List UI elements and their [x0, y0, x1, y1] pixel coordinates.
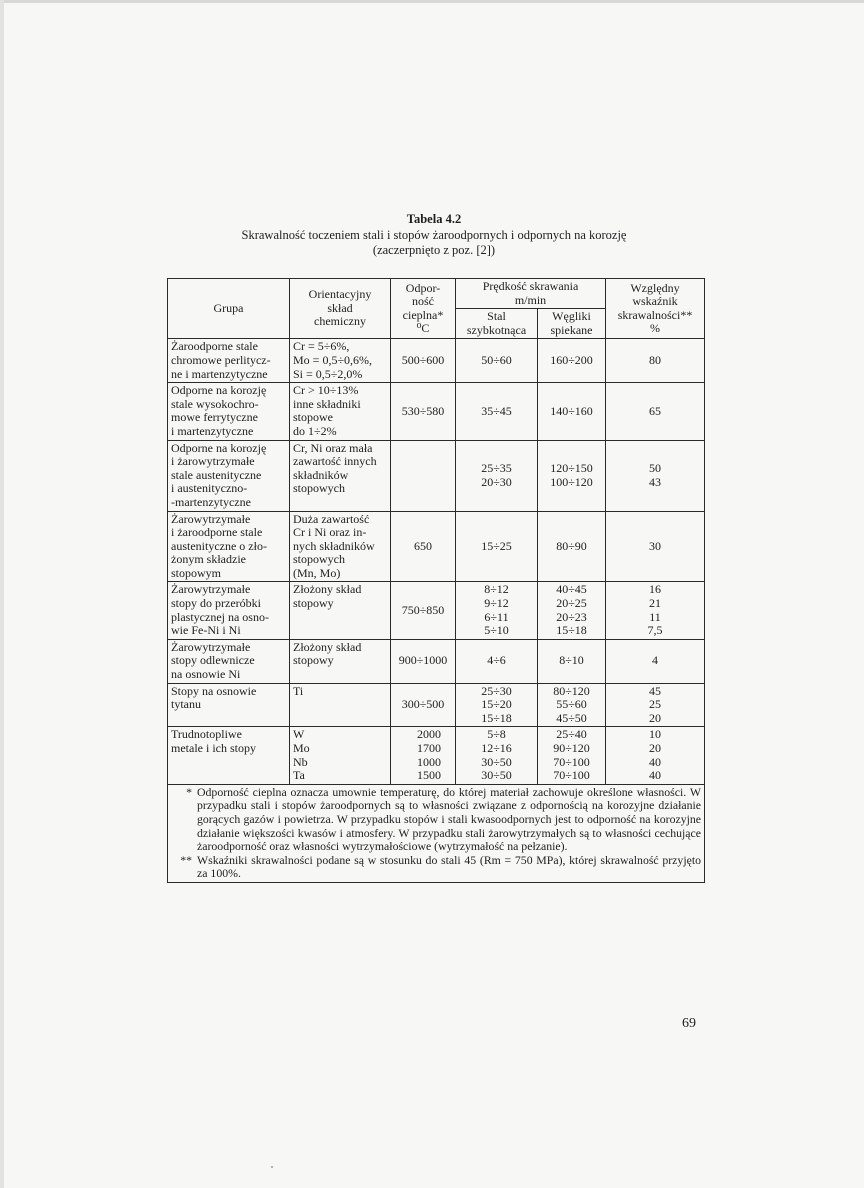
cell-line: 650	[414, 538, 432, 553]
carbide-speed-cell	[538, 683, 606, 727]
composition-cell	[290, 683, 391, 727]
cell-line: stopowe	[293, 410, 333, 425]
cell-line: Żarowytrzymałe	[171, 639, 251, 654]
scan-edge	[0, 0, 864, 3]
cell-line: 40	[649, 768, 662, 783]
cell-line: 40	[649, 754, 662, 769]
carbide-speed-cell	[538, 383, 606, 440]
header-line: szybkotnąca	[466, 322, 527, 337]
cell-line: stopowy	[293, 596, 334, 611]
cell-line: Trudnotopliwe	[171, 727, 242, 742]
heat-resistance-cell	[391, 727, 456, 784]
header-line: skład	[327, 300, 353, 315]
cell-line: Mo = 0,5÷0,6%,	[293, 352, 373, 367]
table-caption	[160, 212, 708, 258]
cell-line: 55÷60	[556, 697, 587, 712]
header-line: Orientacyjny	[308, 287, 372, 302]
cell-line: Odporne na korozję	[171, 383, 267, 398]
hss-speed-cell	[456, 339, 538, 383]
cell-line: 15÷18	[481, 710, 512, 725]
cell-line: Żarowytrzymałe	[171, 511, 251, 526]
cell-line: 25	[649, 697, 662, 712]
table-row	[168, 727, 705, 784]
cell-line: 80÷90	[556, 538, 587, 553]
hss-speed-cell	[456, 683, 538, 727]
machinability-index-cell	[606, 383, 705, 440]
cell-line: 1000	[417, 754, 441, 769]
cell-line: składników	[293, 467, 349, 482]
header-machinability-index	[606, 279, 705, 339]
header-carbide	[538, 309, 606, 339]
cell-line: 15÷18	[556, 623, 587, 638]
heat-resistance-cell	[391, 511, 456, 582]
cell-line: 120÷150	[550, 460, 593, 475]
table-row	[168, 339, 705, 383]
cell-line: 30÷50	[481, 768, 512, 783]
cell-line: 25÷35	[481, 460, 512, 475]
cell-line: 12÷16	[481, 741, 512, 755]
footnote-mark: **	[180, 852, 192, 867]
cell-line: 6÷11	[484, 609, 509, 624]
composition-cell	[290, 339, 391, 383]
composition-cell	[290, 727, 391, 784]
heat-resistance-cell	[391, 440, 456, 511]
cell-line: -martenzytyczne	[171, 494, 251, 509]
footnote-mark: *	[186, 784, 192, 799]
cell-line: Cr > 10÷13%	[293, 383, 359, 398]
hss-speed-cell	[456, 511, 538, 582]
heat-resistance-cell	[391, 339, 456, 383]
machinability-index-cell	[606, 511, 705, 582]
cell-line: 30	[649, 538, 662, 553]
cell-line: 70÷100	[553, 768, 590, 783]
cell-line: 20÷23	[556, 609, 587, 624]
composition-cell	[290, 582, 391, 639]
header-line: Stal	[487, 309, 506, 324]
cell-line: Ta	[293, 768, 305, 783]
cell-line: inne składniki	[293, 396, 361, 411]
cell-line: 750÷850	[401, 602, 445, 617]
cell-line: 11	[649, 609, 661, 624]
machinability-index-cell	[606, 639, 705, 683]
cell-line: 8÷10	[559, 653, 584, 668]
cell-line: Cr, Ni oraz mała	[293, 440, 373, 455]
scan-edge	[0, 0, 4, 1188]
cell-line: i austenityczno-	[171, 481, 248, 496]
heat-resistance-cell	[391, 582, 456, 639]
cell-line: 7,5	[647, 623, 663, 638]
cell-line: 900÷1000	[398, 653, 448, 668]
table-row	[168, 511, 705, 582]
cell-line: i żaroodporne stale	[171, 525, 263, 540]
table-label: Tabela 4.2	[406, 212, 462, 226]
cell-line: tytanu	[171, 697, 201, 712]
cell-line: 1500	[417, 768, 441, 783]
carbide-speed-cell	[538, 339, 606, 383]
composition-cell	[290, 639, 391, 683]
composition-cell	[290, 383, 391, 440]
cell-line: stopowym	[171, 565, 222, 580]
cell-line: 90÷120	[553, 741, 590, 755]
cell-line: stopowych	[293, 481, 345, 496]
heat-resistance-cell	[391, 639, 456, 683]
header-group: Grupa	[168, 279, 290, 339]
cell-line: 2000	[417, 727, 441, 742]
carbide-speed-cell	[538, 582, 606, 639]
cell-line: nych składników	[293, 538, 375, 553]
cell-line: 50÷60	[481, 352, 512, 367]
cell-line: plastycznej na osno-	[171, 609, 269, 624]
table-title: Skrawalność toczeniem stali i stopów żaroodpornych i odpornych na korozję	[241, 228, 627, 242]
cell-line: 530÷580	[401, 403, 445, 418]
group-cell	[168, 511, 290, 582]
cell-line: mowe ferrytyczne	[171, 410, 258, 425]
hss-speed-cell	[456, 582, 538, 639]
header-line: wskaźnik	[632, 294, 678, 309]
cell-line: zawartość innych	[293, 454, 377, 469]
cell-line: 25÷40	[556, 727, 587, 742]
cell-line: Złożony skład	[293, 639, 362, 654]
cell-line: Mo	[293, 741, 310, 755]
table-header	[168, 279, 705, 339]
header-line: Prędkość skrawania	[482, 279, 579, 293]
cell-line: stopy odlewnicze	[171, 653, 255, 668]
cell-line: 5÷10	[484, 623, 509, 638]
scan-speck	[271, 1166, 273, 1168]
cell-line: Stopy na osnowie	[171, 683, 257, 698]
cell-line: 300÷500	[401, 697, 445, 712]
cell-line: Si = 0,5÷2,0%	[293, 366, 363, 381]
cell-line: (Mn, Mo)	[293, 565, 341, 580]
cell-line: Nb	[293, 754, 308, 769]
cell-line: stale wysokochro-	[171, 396, 259, 411]
cell-line: stopy do przeróbki	[171, 596, 261, 611]
footnote-text: Odporność cieplna oznacza umownie temperaturę, do której materiał zachowuje określone własności. W przypadku stali i stopów żaroodpornych są to własności związane z odpornością na korozyjne działanie gorących gazów i powietrza. W przypadku stopów i stali kwasoodpornych jest to odporność na korozyjne działanie większości kwasów i atmosfery. W przypadku stali żarowytrzymałych są to własności cechujące żaroodporność oraz własności wytrzymałościowe (wytrzymałość na pełzanie).	[197, 784, 702, 854]
carbide-speed-cell	[538, 639, 606, 683]
header-line: ⁰C	[416, 321, 430, 336]
hss-speed-cell	[456, 727, 538, 784]
header-line: spiekane	[550, 322, 593, 337]
cell-line: 20÷25	[556, 596, 587, 611]
header-line: %	[650, 321, 661, 336]
composition-cell	[290, 511, 391, 582]
cell-line: 8÷12	[484, 582, 509, 597]
cell-line: 43	[649, 474, 662, 489]
header-line: Względny	[630, 280, 680, 295]
cell-line: 40÷45	[556, 582, 587, 597]
footnote	[171, 786, 701, 854]
cell-line: Złożony skład	[293, 582, 362, 597]
cell-line: 65	[649, 403, 662, 418]
header-line: chemiczny	[314, 314, 366, 329]
cell-line: 5÷8	[487, 727, 506, 742]
cell-line: 20	[649, 741, 662, 755]
cell-line: i żarowytrzymałe	[171, 454, 255, 469]
cell-line: Duża zawartość	[293, 511, 370, 526]
cell-line: do 1÷2%	[293, 423, 337, 438]
table-row	[168, 383, 705, 440]
table-footnotes	[168, 784, 705, 882]
header-line: cieplna*	[402, 307, 444, 322]
cell-line: Żarowytrzymałe	[171, 582, 251, 597]
cell-line: chromowe perlitycz-	[171, 352, 271, 367]
cell-line: Żaroodporne stale	[171, 339, 258, 354]
table-row	[168, 582, 705, 639]
heat-resistance-cell	[391, 383, 456, 440]
machinability-index-cell	[606, 683, 705, 727]
cell-line: austenityczne o zło-	[171, 538, 267, 553]
cell-line: wie Fe-Ni i Ni	[171, 623, 241, 638]
hss-speed-cell	[456, 383, 538, 440]
cell-line: na osnowie Ni	[171, 667, 241, 682]
header-heat-resistance	[391, 279, 456, 339]
cell-line: 9÷12	[484, 596, 509, 611]
hss-speed-cell	[456, 639, 538, 683]
header-line: Węgliki	[552, 309, 591, 324]
cell-line: Ti	[293, 683, 304, 698]
carbide-speed-cell	[538, 440, 606, 511]
group-cell	[168, 383, 290, 440]
group-cell	[168, 683, 290, 727]
cell-line: 16	[649, 582, 662, 597]
cell-line: metale i ich stopy	[171, 741, 256, 755]
cell-line: 1700	[417, 741, 441, 755]
header-line: Odpor-	[405, 280, 441, 295]
cell-line: 20	[649, 710, 662, 725]
group-cell	[168, 440, 290, 511]
cell-line: 35÷45	[481, 403, 512, 418]
machinability-index-cell	[606, 582, 705, 639]
table-body	[168, 339, 705, 784]
machinability-index-cell	[606, 727, 705, 784]
table-source: (zaczerpnięto z poz. [2])	[372, 243, 496, 257]
table-row	[168, 683, 705, 727]
header-line: m/min	[514, 292, 547, 307]
cell-line: 20÷30	[481, 474, 512, 489]
cell-line: 10	[649, 727, 662, 742]
carbide-speed-cell	[538, 727, 606, 784]
cell-line: żonym składzie	[171, 552, 246, 567]
group-cell	[168, 582, 290, 639]
footnote	[171, 854, 701, 881]
header-cutting-speed	[456, 279, 606, 309]
cell-line: 4	[652, 653, 659, 668]
hss-speed-cell	[456, 440, 538, 511]
table-row	[168, 440, 705, 511]
cell-line: 4÷6	[487, 653, 506, 668]
group-cell	[168, 639, 290, 683]
heat-resistance-cell	[391, 683, 456, 727]
cell-line: 140÷160	[550, 403, 593, 418]
cell-line: 80÷120	[553, 683, 590, 698]
cell-line: Odporne na korozję	[171, 440, 267, 455]
cell-line: stale austenityczne	[171, 467, 262, 482]
cell-line: stopowy	[293, 653, 334, 668]
header-composition	[290, 279, 391, 339]
cell-line: 25÷30	[481, 683, 512, 698]
cell-line: 50	[649, 460, 662, 475]
footnote-text: Wskaźniki skrawalności podane są w stosunku do stali 45 (Rm = 750 MPa), której skrawalność przyjęto za 100%.	[197, 852, 702, 881]
machinability-index-cell	[606, 339, 705, 383]
cell-line: stopowych	[293, 552, 345, 567]
cell-line: 100÷120	[550, 474, 593, 489]
cell-line: i martenzytyczne	[171, 423, 254, 438]
cell-line: 45	[649, 683, 662, 698]
machinability-table	[167, 278, 705, 883]
cell-line: Cr = 5÷6%,	[293, 339, 350, 354]
cell-line: 45÷50	[556, 710, 587, 725]
cell-line: 80	[649, 352, 662, 367]
header-line: ność	[412, 294, 434, 309]
group-cell	[168, 727, 290, 784]
group-cell	[168, 339, 290, 383]
cell-line: 15÷20	[481, 697, 512, 712]
cell-line: W	[293, 727, 305, 742]
header-hss	[456, 309, 538, 339]
machinability-index-cell	[606, 440, 705, 511]
cell-line: 160÷200	[550, 352, 593, 367]
cell-line: 30÷50	[481, 754, 512, 769]
table-row	[168, 639, 705, 683]
composition-cell	[290, 440, 391, 511]
cell-line: 15÷25	[481, 538, 512, 553]
cell-line: Cr i Ni oraz in-	[293, 525, 367, 540]
page-number: 69	[682, 1016, 696, 1031]
cell-line: 70÷100	[553, 754, 590, 769]
carbide-speed-cell	[538, 511, 606, 582]
cell-line: ne i martenzytyczne	[171, 366, 268, 381]
cell-line: 21	[649, 596, 662, 611]
header-line: skrawalności**	[617, 307, 693, 322]
cell-line: 500÷600	[401, 352, 445, 367]
